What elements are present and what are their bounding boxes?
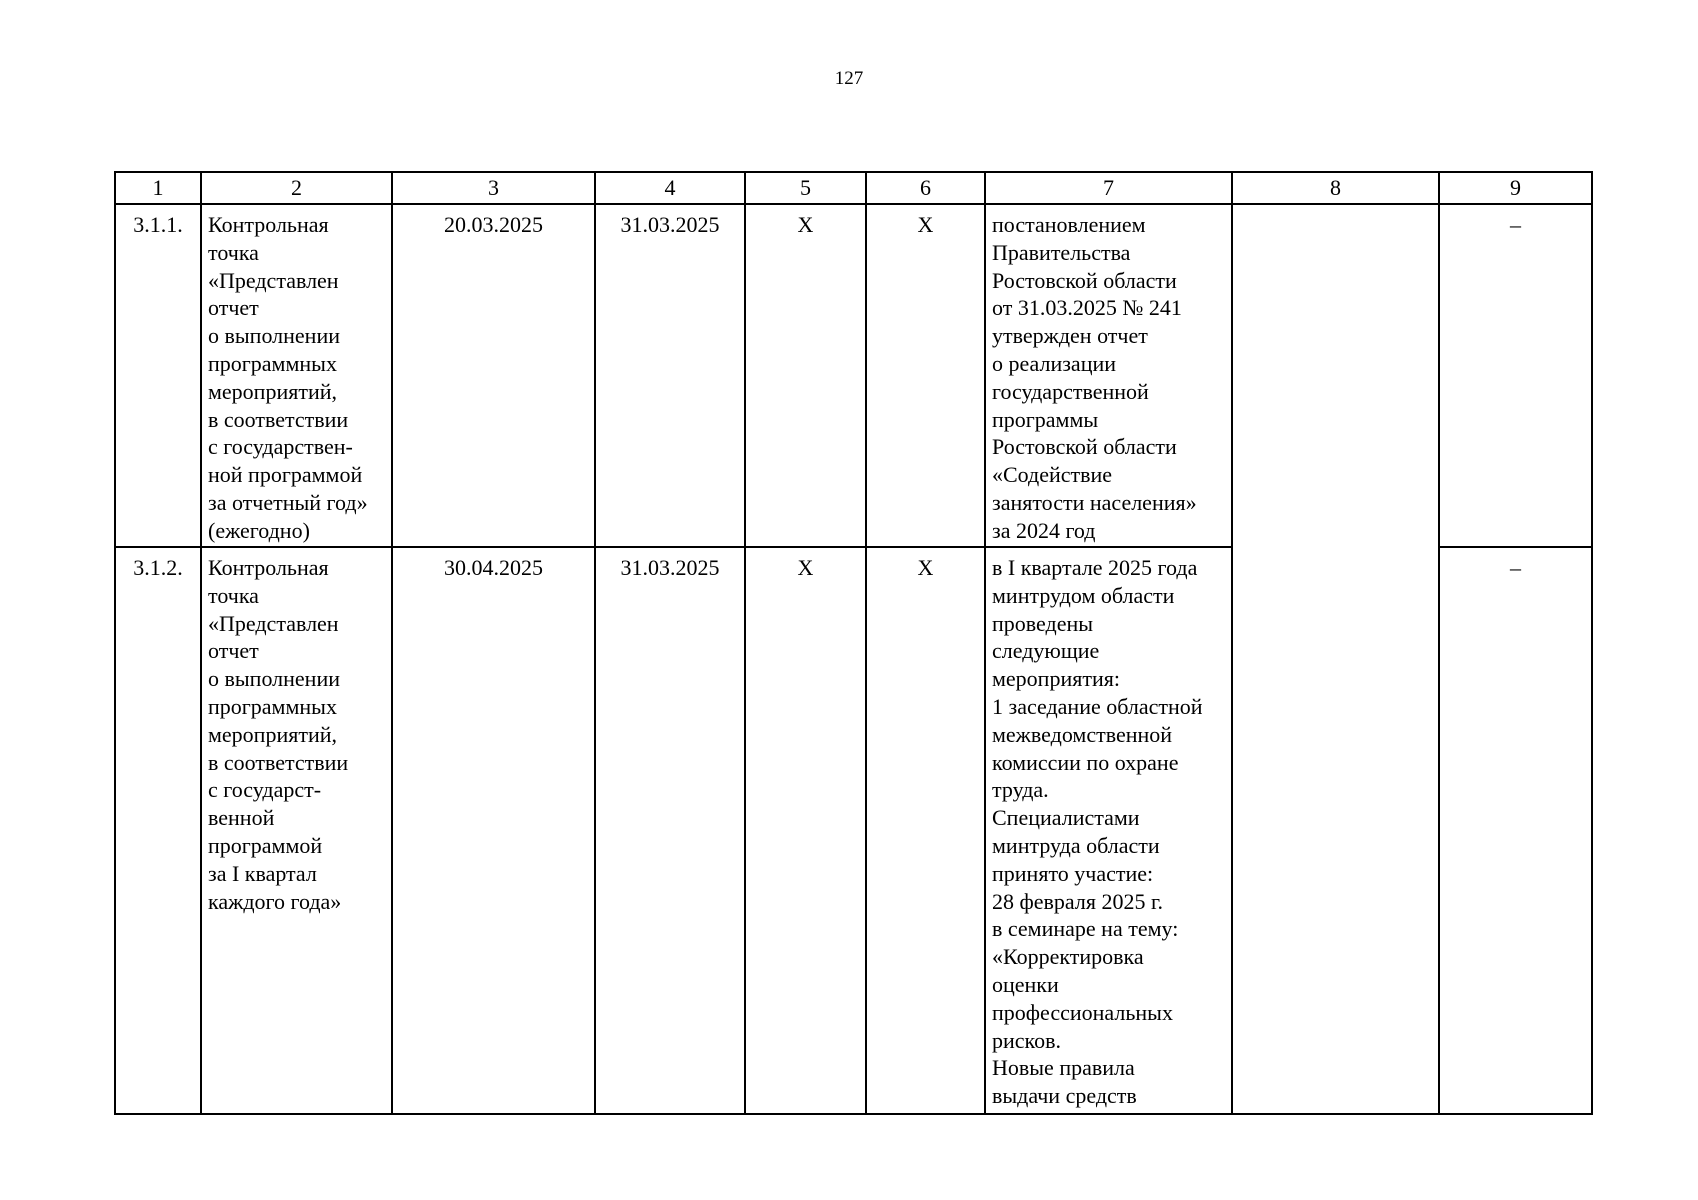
fact-date-cell (595, 204, 745, 547)
column-header-7: 7 (985, 172, 1232, 204)
row-name: Контрольная точка «Представлен отчет о выполнении программных мероприятий, в соответствии с государст- венной программой за I квартал каждого года» (208, 555, 349, 914)
report-table (114, 171, 1593, 1115)
fact-date: 31.03.2025 (620, 555, 720, 580)
col8-merged-cell (1232, 204, 1439, 1114)
result-cell (985, 204, 1232, 547)
row-number: 3.1.1. (133, 212, 183, 237)
row-number: 3.1.2. (133, 555, 183, 580)
row-name: Контрольная точка «Представлен отчет о выполнении программных мероприятий, в соответствии с государствен- ной программой за отчетный год» (ежегодно) (208, 212, 368, 543)
table-row (115, 204, 1592, 547)
col9-cell (1439, 204, 1592, 547)
column-header-2: 2 (201, 172, 392, 204)
col5-mark: Х (797, 212, 814, 237)
plan-date-cell (392, 547, 595, 1114)
col6-cell (866, 547, 985, 1114)
column-header-9: 9 (1439, 172, 1592, 204)
col9-dash: – (1510, 555, 1521, 580)
col6-mark: Х (917, 212, 934, 237)
row-name-cell (201, 204, 392, 547)
column-header-6: 6 (866, 172, 985, 204)
col9-cell (1439, 547, 1592, 1114)
col6-mark: Х (917, 555, 934, 580)
row-number-cell (115, 204, 201, 547)
row-number-cell (115, 547, 201, 1114)
plan-date: 20.03.2025 (444, 212, 543, 237)
col8-text (1239, 205, 1432, 211)
table-header-row (115, 172, 1592, 204)
column-header-1: 1 (115, 172, 201, 204)
result-text: в I квартале 2025 года минтрудом области проведены следующие мероприятия: 1 заседание областной межведомственной комиссии по охране труда. Специалистами минтруда области принято участие: 28 февраля 2025 г. в семинаре на тему: «Корректировка оценки профессиональных рисков. Новые правила выдачи средств (992, 555, 1203, 1109)
col6-cell (866, 204, 985, 547)
column-header-4: 4 (595, 172, 745, 204)
col5-cell (745, 204, 866, 547)
plan-date-cell (392, 204, 595, 547)
col9-dash: – (1510, 212, 1521, 237)
fact-date: 31.03.2025 (620, 212, 720, 237)
plan-date: 30.04.2025 (444, 555, 543, 580)
col5-mark: Х (797, 555, 814, 580)
fact-date-cell (595, 547, 745, 1114)
column-header-3: 3 (392, 172, 595, 204)
result-cell (985, 547, 1232, 1114)
col5-cell (745, 547, 866, 1114)
row-name-cell (201, 547, 392, 1114)
column-header-5: 5 (745, 172, 866, 204)
page-number: 127 (834, 68, 864, 89)
column-header-8: 8 (1232, 172, 1439, 204)
result-text: постановлением Правительства Ростовской области от 31.03.2025 № 241 утвержден отчет о реализации государственной программы Ростовской области «Содействие занятости населения» за 2024 год (992, 212, 1197, 543)
